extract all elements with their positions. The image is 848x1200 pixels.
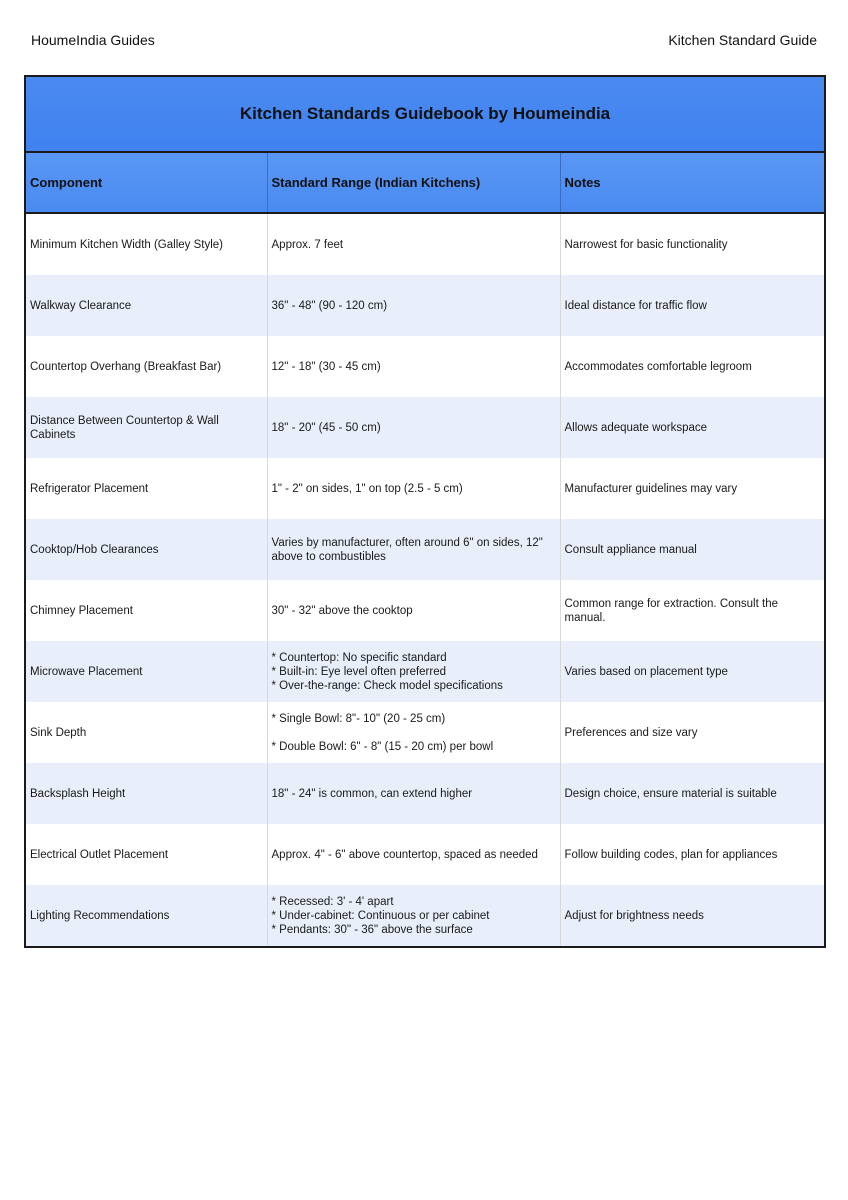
standard-cell — [267, 885, 560, 947]
table-row — [25, 397, 825, 458]
standard-line: Varies by manufacturer, often around 6" on sides, 12" above to combustibles — [271, 536, 543, 563]
standard-cell — [267, 213, 560, 275]
standard-line: 12" - 18" (30 - 45 cm) — [271, 360, 381, 373]
standard-cell — [267, 763, 560, 824]
standard-line: 18" - 24" is common, can extend higher — [271, 787, 473, 800]
table-row — [25, 213, 825, 275]
table-row — [25, 336, 825, 397]
notes-cell: Preferences and size vary — [560, 702, 825, 763]
component-cell: Distance Between Countertop & Wall Cabinets — [25, 397, 267, 458]
standard-line: * Built-in: Eye level often preferred — [271, 665, 447, 678]
standard-cell — [267, 824, 560, 885]
standard-line: 36" - 48" (90 - 120 cm) — [271, 299, 388, 312]
standard-line: 18" - 20" (45 - 50 cm) — [271, 421, 381, 434]
standard-cell — [267, 641, 560, 702]
notes-cell: Varies based on placement type — [560, 641, 825, 702]
table-row — [25, 763, 825, 824]
standard-line: * Recessed: 3' - 4' apart — [271, 895, 394, 908]
standard-line: * Double Bowl: 6" - 8" (15 - 20 cm) per bowl — [271, 740, 494, 753]
standard-cell — [267, 458, 560, 519]
standard-line: * Over-the-range: Check model specifications — [271, 679, 503, 692]
component-cell: Refrigerator Placement — [25, 458, 267, 519]
standard-line: * Pendants: 30" - 36" above the surface — [271, 923, 473, 936]
table-row — [25, 702, 825, 763]
component-cell: Lighting Recommendations — [25, 885, 267, 947]
column-header-component: Component — [25, 152, 267, 213]
kitchen-standards-table — [24, 75, 826, 948]
standard-line: * Countertop: No specific standard — [271, 651, 447, 664]
notes-cell: Adjust for brightness needs — [560, 885, 825, 947]
notes-cell: Narrowest for basic functionality — [560, 213, 825, 275]
component-cell: Chimney Placement — [25, 580, 267, 641]
standard-line: 30" - 32" above the cooktop — [271, 604, 413, 617]
header-left-text: HoumeIndia Guides — [31, 32, 155, 48]
component-cell: Backsplash Height — [25, 763, 267, 824]
standard-cell — [267, 336, 560, 397]
standard-line: Approx. 7 feet — [271, 238, 344, 251]
standard-cell — [267, 275, 560, 336]
notes-cell: Design choice, ensure material is suitable — [560, 763, 825, 824]
standard-cell — [267, 580, 560, 641]
notes-cell: Common range for extraction. Consult the manual. — [560, 580, 825, 641]
table-row — [25, 641, 825, 702]
component-cell: Walkway Clearance — [25, 275, 267, 336]
notes-cell: Allows adequate workspace — [560, 397, 825, 458]
table-row — [25, 519, 825, 580]
table-row — [25, 275, 825, 336]
component-cell: Sink Depth — [25, 702, 267, 763]
column-header-row — [25, 152, 825, 213]
standard-line: * Under-cabinet: Continuous or per cabinet — [271, 909, 490, 922]
table-title: Kitchen Standards Guidebook by Houmeindia — [25, 76, 825, 152]
table-row — [25, 824, 825, 885]
notes-cell: Consult appliance manual — [560, 519, 825, 580]
notes-cell: Ideal distance for traffic flow — [560, 275, 825, 336]
component-cell: Electrical Outlet Placement — [25, 824, 267, 885]
table-title-row — [25, 76, 825, 152]
notes-cell: Follow building codes, plan for appliances — [560, 824, 825, 885]
component-cell: Cooktop/Hob Clearances — [25, 519, 267, 580]
table-row — [25, 580, 825, 641]
standard-line: * Single Bowl: 8"- 10" (20 - 25 cm) — [271, 712, 446, 725]
standard-cell — [267, 702, 560, 763]
notes-cell: Accommodates comfortable legroom — [560, 336, 825, 397]
standard-line: Approx. 4" - 6" above countertop, spaced as needed — [271, 848, 538, 861]
component-cell: Microwave Placement — [25, 641, 267, 702]
standard-line: 1" - 2" on sides, 1" on top (2.5 - 5 cm) — [271, 482, 463, 495]
table-row — [25, 885, 825, 947]
component-cell: Countertop Overhang (Breakfast Bar) — [25, 336, 267, 397]
header-right-text: Kitchen Standard Guide — [668, 32, 817, 48]
column-header-notes: Notes — [560, 152, 825, 213]
page-header — [31, 31, 817, 49]
table-row — [25, 458, 825, 519]
column-header-standard: Standard Range (Indian Kitchens) — [267, 152, 560, 213]
notes-cell: Manufacturer guidelines may vary — [560, 458, 825, 519]
standard-cell — [267, 519, 560, 580]
component-cell: Minimum Kitchen Width (Galley Style) — [25, 213, 267, 275]
standard-cell — [267, 397, 560, 458]
